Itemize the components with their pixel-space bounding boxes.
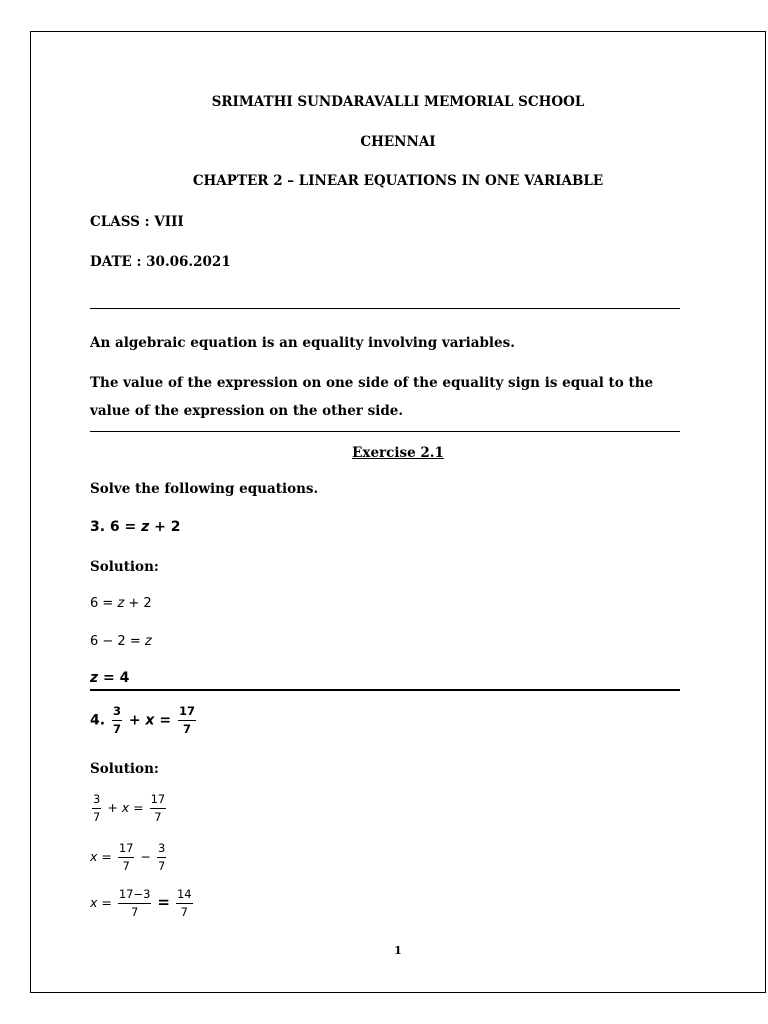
q4-step-3-lhs: x =: [90, 895, 112, 910]
fraction-a-denominator: 7: [112, 721, 121, 736]
solution-label-4: Solution:: [90, 761, 159, 777]
question-3-suffix: + 2: [149, 519, 181, 535]
fraction-a-numerator: 3: [112, 706, 122, 721]
q3-step-1-rhs: + 2: [124, 596, 152, 611]
s3-e-numerator: 14: [176, 889, 193, 904]
class-line: CLASS : VIII: [90, 214, 184, 230]
question-4-number: 4.: [90, 712, 106, 729]
s2-c-numerator: 3: [157, 843, 166, 858]
fraction-b-numerator: 17: [178, 706, 196, 721]
s1-b-denominator: 7: [154, 809, 162, 824]
s2-b-numerator: 17: [118, 843, 135, 858]
q4-step-1-plus-x: + x =: [107, 800, 144, 815]
question-3-prefix: 3. 6 =: [90, 519, 142, 535]
intro-line-2: The value of the expression on one side of the equality sign is equal to the: [90, 375, 654, 391]
date-line: DATE : 30.06.2021: [90, 254, 231, 270]
exercise-title: Exercise 2.1: [352, 445, 444, 461]
exercise-instruction: Solve the following equations.: [90, 481, 319, 497]
question-3-var: z: [141, 519, 150, 535]
s1-a-numerator: 3: [92, 794, 101, 809]
s3-d-denominator: 7: [130, 904, 139, 919]
divider-q3: [90, 689, 680, 691]
q4-step-2-fraction-c: [157, 843, 166, 872]
question-4-plus-x: + x =: [128, 712, 172, 729]
q4-step-3: [90, 889, 195, 918]
q4-step-3-fraction-e: [176, 889, 193, 918]
q4-step-2: [90, 843, 168, 872]
fraction-b-denominator: 7: [182, 721, 191, 736]
q3-answer: [90, 670, 129, 686]
s3-e-denominator: 7: [180, 904, 188, 919]
divider-intro: [90, 431, 680, 432]
q4-step-1-fraction-a: [92, 794, 101, 823]
chapter-title: CHAPTER 2 – LINEAR EQUATIONS IN ONE VARIABLE: [192, 173, 604, 189]
q3-step-2-lhs: 6 − 2 =: [90, 634, 145, 649]
s2-c-denominator: 7: [157, 858, 166, 873]
q3-answer-rest: = 4: [98, 670, 130, 686]
q3-step-2-var: z: [144, 634, 152, 649]
s1-b-numerator: 17: [150, 794, 167, 809]
page-number: 1: [394, 944, 402, 957]
question-4-fraction-a: [112, 706, 122, 735]
divider-top: [90, 308, 680, 309]
s3-d-numerator: 17−3: [118, 889, 152, 904]
q4-step-2-lhs: x =: [90, 849, 112, 864]
s2-b-denominator: 7: [122, 858, 130, 873]
question-4: [90, 706, 198, 735]
q4-step-2-minus: −: [140, 849, 151, 864]
q4-step-2-fraction-b: [118, 843, 135, 872]
city-name: CHENNAI: [360, 134, 436, 150]
solution-label-3: Solution:: [90, 559, 159, 575]
intro-line-1: An algebraic equation is an equality involving variables.: [90, 335, 515, 351]
intro-line-3: value of the expression on the other side.: [90, 403, 404, 419]
q3-step-1: [90, 596, 152, 611]
school-name: SRIMATHI SUNDARAVALLI MEMORIAL SCHOOL: [211, 94, 585, 110]
q4-step-1: [90, 794, 168, 823]
q3-step-1-var: z: [117, 596, 125, 611]
question-3: [90, 519, 181, 535]
question-4-fraction-b: [178, 706, 196, 735]
s1-a-denominator: 7: [93, 809, 101, 824]
q4-step-1-fraction-b: [150, 794, 167, 823]
q3-answer-var: z: [90, 670, 99, 686]
q4-step-3-fraction-d: [118, 889, 152, 918]
q3-step-1-lhs: 6 =: [90, 596, 118, 611]
q4-step-3-equals: =: [157, 893, 170, 911]
q3-step-2: [90, 634, 152, 649]
